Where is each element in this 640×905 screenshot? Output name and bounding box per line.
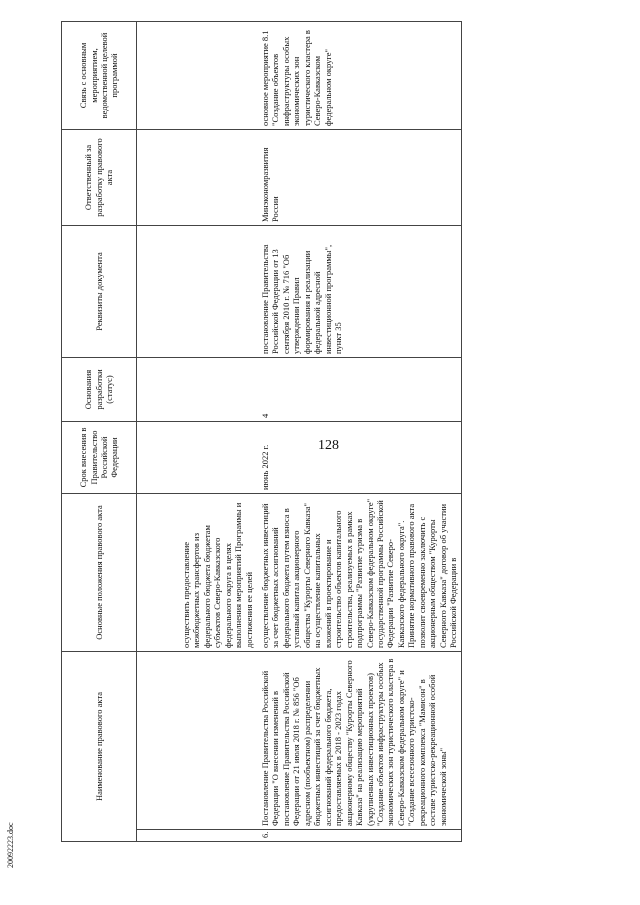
doc-code: 20092223.doc	[6, 822, 15, 868]
cont-main-cell: осуществить предоставление межбюджетных трансфертов из федерального бюджета бюджетам субъектов Северо-Кавказского федерального округа в целях выполнения мероприятий Программы и достижения ее целей	[137, 494, 259, 652]
header-basis: Основания разработки (статус)	[62, 358, 137, 422]
header-responsible: Ответственный за разработку правового акта	[62, 130, 137, 226]
row6-link: основное мероприятие 8.1 "Создание объектов инфраструктуры особых экономических зон туристического кластера в Северо-Кавказском федеральном округе"	[258, 22, 461, 130]
cont-date-cell	[137, 422, 259, 494]
header-row	[62, 22, 137, 842]
header-name: Наименование правового акта	[62, 652, 137, 842]
cont-num-cell	[137, 830, 259, 842]
row6-requisites: постановление Правительства Российской Федерации от 13 сентября 2010 г. № 716 "Об утверждении Правил формирования и реализации федеральной адресной инвестиционной программы", пункт 35	[258, 226, 461, 358]
cont-basis-cell	[137, 358, 259, 422]
cont-link-cell	[137, 22, 259, 130]
page-number: 128	[318, 438, 339, 453]
table-row-6	[258, 22, 461, 842]
legal-acts-table	[61, 21, 462, 842]
table-row-continuation	[137, 22, 259, 842]
cont-responsible-cell	[137, 130, 259, 226]
header-requisites: Реквизиты документа	[62, 226, 137, 358]
row6-main: осуществление бюджетных инвестиций за счет бюджетных ассигнований федерального бюджета путем взноса в уставный капитал акционерного общества "Курорты Северного Кавказа" на осуществление капитальных вложений в проектирование и строительство объектов капитального строительства, реализуемых в рамках подпрограммы "Развитие туризма в Северо-Кавказском федеральном округе" государственной программы Российской Федерации "Развитие Северо-Кавказского федерального округа". Принятие нормативного правового акта позволит своевременно заключить с акционерным обществом "Курорты Северного Кавказа" договор об участии Российской Федерации в	[258, 494, 461, 652]
header-link: Связь с основным мероприятием, ведомственной целевой программой	[62, 22, 137, 130]
cont-requisites-cell	[137, 226, 259, 358]
cont-name-cell	[137, 652, 259, 830]
row6-responsible: Минэкономразвития России	[258, 130, 461, 226]
row6-name: Постановление Правительства Российской Федерации "О внесении изменений в постановление Правительства Российской Федерации от 21 июля 2018 г. № 856 "Об адресном (пообъектном) распределении бюджетных инвестиций за счет бюджетных ассигнований федерального бюджета, предоставляемых в 2018 - 2023 годах акционерному обществу "Курорты Северного Кавказа" на реализацию мероприятий (укрупненных инвестиционных проектов) "Создание объектов инфраструктуры особых экономических зон туристического кластера в Северо-Кавказском федеральном округе" и "Создание всесезонного туристско-рекреационного комплекса "Мамисон" в составе туристско-рекреационной особой экономической зоны"	[258, 652, 461, 830]
row6-number: 6.	[258, 830, 461, 842]
header-main: Основные положения правового акта	[62, 494, 137, 652]
header-date: Срок внесения в Правительство Российской Федерации	[62, 422, 137, 494]
rotated-table-container	[61, 22, 623, 842]
row6-basis: 4	[258, 358, 461, 422]
row6-date: июнь 2022 г.	[258, 422, 461, 494]
